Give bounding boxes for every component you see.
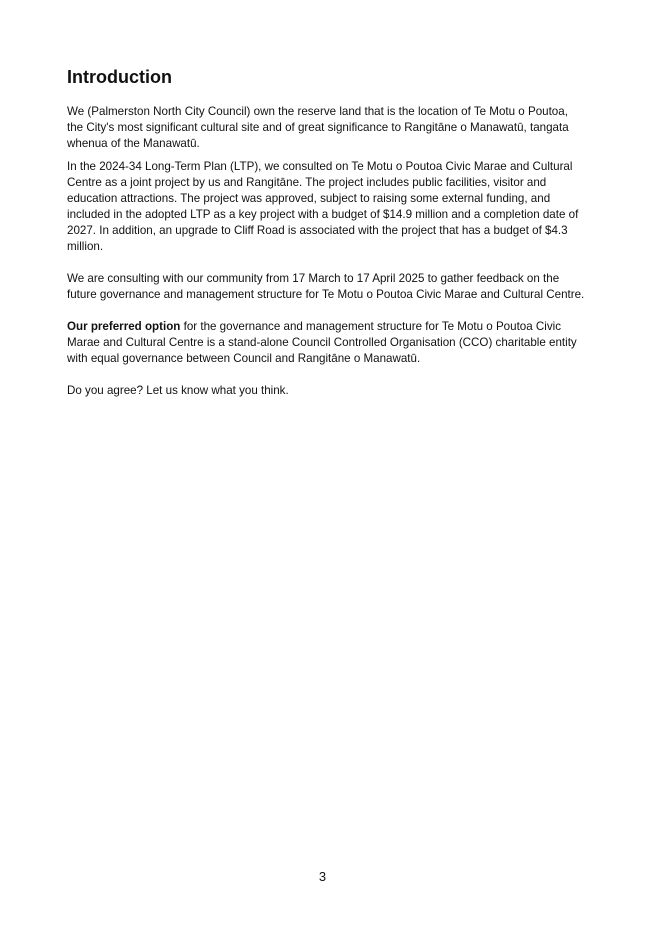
page-number: 3 [318,869,327,884]
intro-paragraph-preferred-option [67,319,585,367]
page-content [67,66,585,406]
intro-paragraph-consultation: We are consulting with our community from 17 March to 17 April 2025 to gather feedback on the future governance and management structure for Te Motu o Poutoa Civic Marae and Cultural Centre. [67,272,585,301]
intro-paragraph-location: We (Palmerston North City Council) own the reserve land that is the location of Te Motu o Poutoa, the City's most significant cultural site and of great significance to Rangitāne o Manawatū, tangata whenua of the Manawatū. [67,105,569,150]
intro-paragraph-ltp: In the 2024-34 Long-Term Plan (LTP), we consulted on Te Motu o Poutoa Civic Marae and Cultural Centre as a joint project by us and Rangitāne. The project includes public facilities, visitor and education attractions. The project was approved, subject to raising some external funding, and included in the adopted LTP as a key project with a budget of $14.9 million and a completion date of 2027. In addition, an upgrade to Cliff Road is associated with the project that has a budget of $4.3 million. [67,160,579,253]
section-heading: Introduction [67,67,172,87]
preferred-option-label: Our preferred option [67,320,181,333]
intro-paragraph-question: Do you agree? Let us know what you think. [67,384,289,397]
preferred-option-text: for the governance and management structure for Te Motu o Poutoa Civic Marae and Cultural Centre is a stand-alone Council Controlled Organisation (CCO) charitable entity with equal governance between Council and Rangitāne o Manawatū. [67,320,577,365]
